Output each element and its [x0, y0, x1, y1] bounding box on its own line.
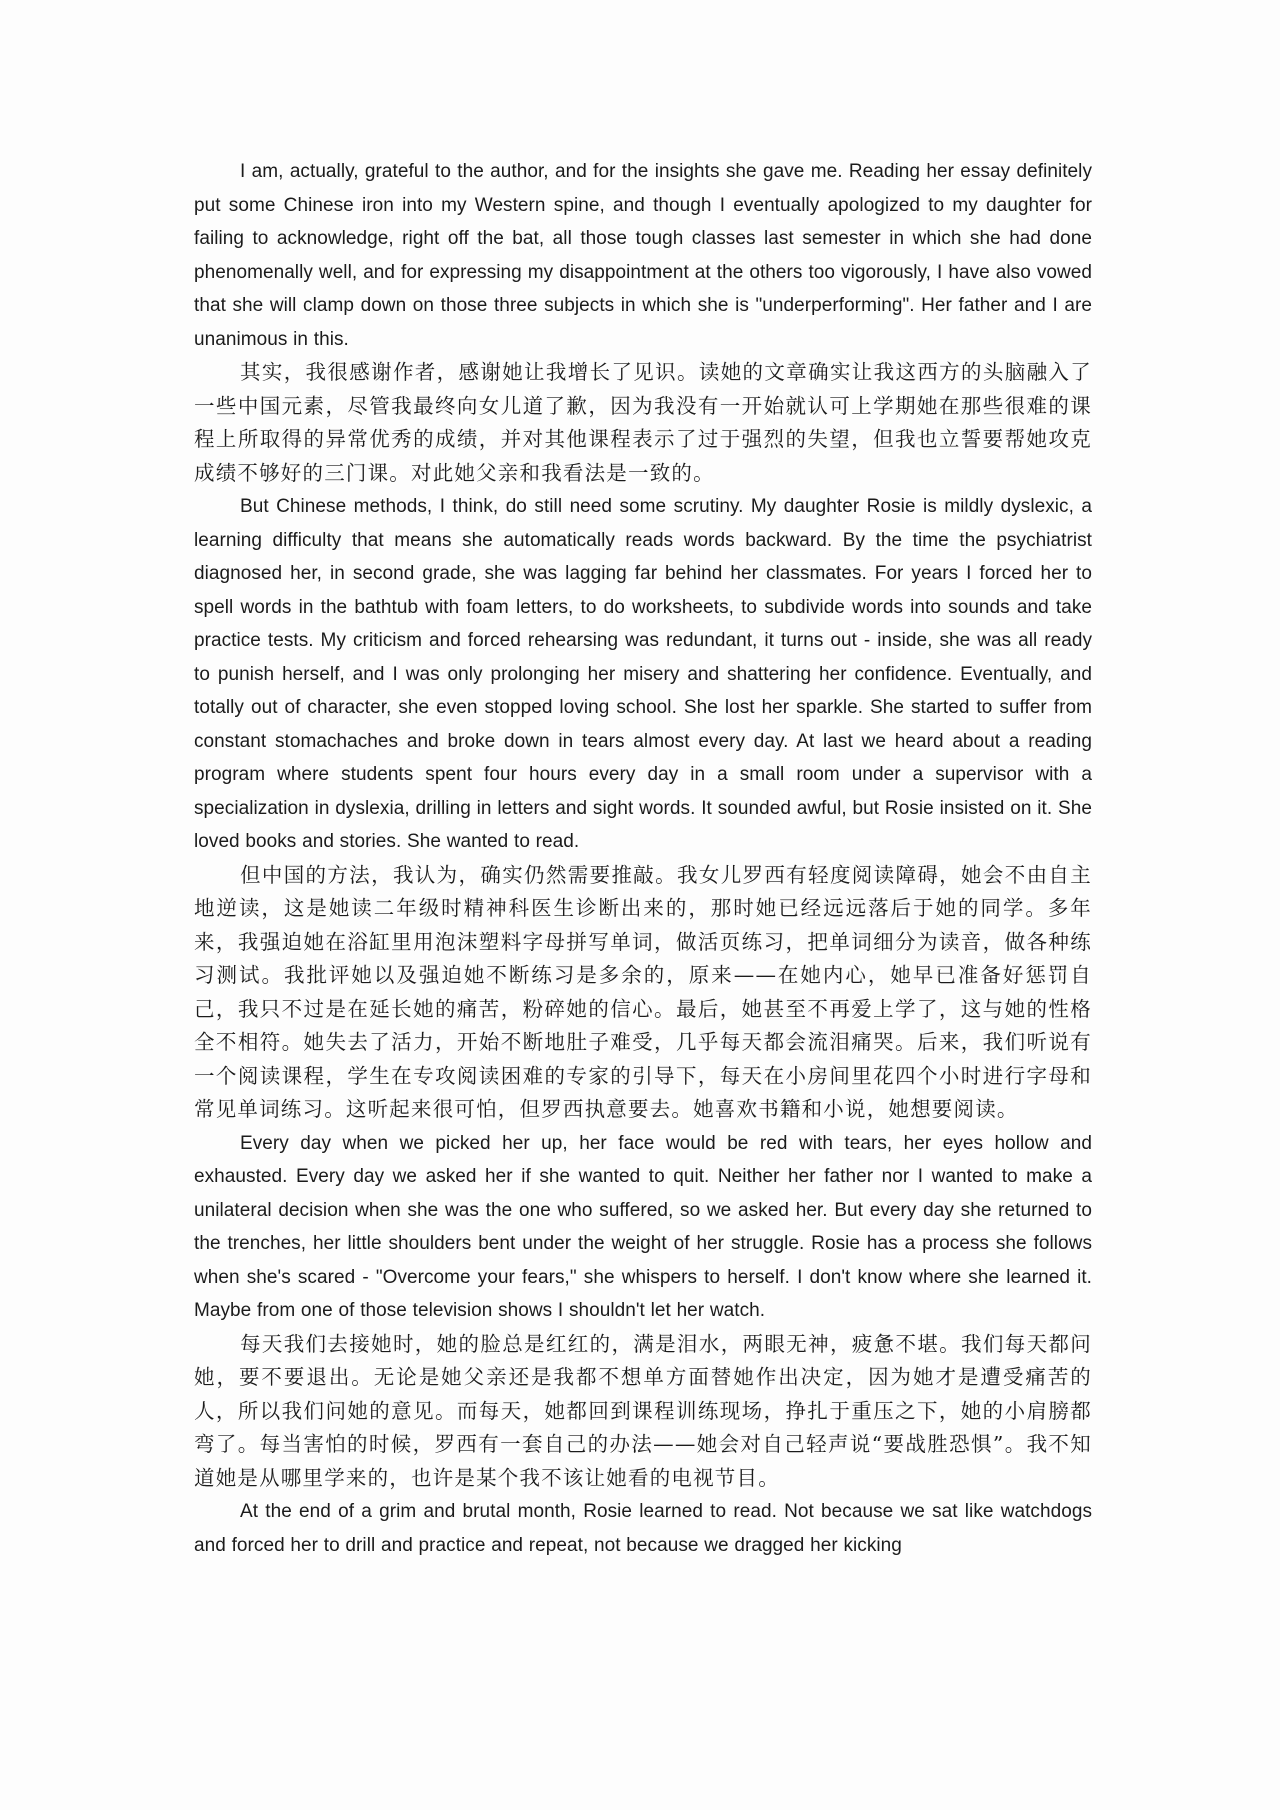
- paragraph-english-1: I am, actually, grateful to the author, and for the insights she gave me. Reading her essay definitely put some Chinese iron into my Western spine, and though I eventually apologized to my daughter for failing to acknowledge, right off the bat, all those tough classes last semester in which she had done phenomenally well, and for expressing my disappointment at the others too vigorously, I have also vowed that she will clamp down on those three subjects in which she is "underperforming". Her father and I are unanimous in this.: [194, 161, 1092, 350]
- paragraph-chinese-3: 每天我们去接她时，她的脸总是红红的，满是泪水，两眼无神，疲惫不堪。我们每天都问她，要不要退出。无论是她父亲还是我都不想单方面替她作出决定，因为她才是遭受痛苦的人，所以我们问她的意见。而每天，她都回到课程训练现场，挣扎于重压之下，她的小肩膀都弯了。每当害怕的时候，罗西有一套自己的办法——她会对自己轻声说“要战胜恐惧”。我不知道她是从哪里学来的，也许是某个我不该让她看的电视节目。: [194, 1331, 1092, 1490]
- paragraph-chinese-1: 其实，我很感谢作者，感谢她让我增长了见识。读她的文章确实让我这西方的头脑融入了一些中国元素，尽管我最终向女儿道了歉，因为我没有一开始就认可上学期她在那些很难的课程上所取得的异常优秀的成绩，并对其他课程表示了过于强烈的失望，但我也立誓要帮她攻克成绩不够好的三门课。对此她父亲和我看法是一致的。: [194, 360, 1092, 485]
- paragraph-english-4: At the end of a grim and brutal month, Rosie learned to read. Not because we sat like watchdogs and forced her to drill and practice and repeat, not because we dragged her kicking: [194, 1501, 1092, 1556]
- paragraph-english-3: Every day when we picked her up, her face would be red with tears, her eyes hollow and exhausted. Every day we asked her if she wanted to quit. Neither her father nor I wanted to make a unilateral decision when she was the one who suffered, so we asked her. But every day she returned to the trenches, her little shoulders bent under the weight of her struggle. Rosie has a process she follows when she's scared - "Overcome your fears," she whispers to herself. I don't know where she learned it. Maybe from one of those television shows I shouldn't let her watch.: [194, 1132, 1092, 1321]
- body-text-column: [194, 155, 1092, 1562]
- paragraph-english-2: But Chinese methods, I think, do still need some scrutiny. My daughter Rosie is mildly dyslexic, a learning difficulty that means she automatically reads words backward. By the time the psychiatrist diagnosed her, in second grade, she was lagging far behind her classmates. For years I forced her to spell words in the bathtub with foam letters, to do worksheets, to subdivide words into sounds and take practice tests. My criticism and forced rehearsing was redundant, it turns out - inside, she was all ready to punish herself, and I was only prolonging her misery and shattering her confidence. Eventually, and totally out of character, she even stopped loving school. She lost her sparkle. She started to suffer from constant stomachaches and broke down in tears almost every day. At last we heard about a reading program where students spent four hours every day in a small room under a supervisor with a specialization in dyslexia, drilling in letters and sight words. It sounded awful, but Rosie insisted on it. She loved books and stories. She wanted to read.: [194, 496, 1092, 852]
- paragraph-chinese-2: 但中国的方法，我认为，确实仍然需要推敲。我女儿罗西有轻度阅读障碍，她会不由自主地逆读，这是她读二年级时精神科医生诊断出来的，那时她已经远远落后于她的同学。多年来，我强迫她在浴缸里用泡沫塑料字母拼写单词，做活页练习，把单词细分为读音，做各种练习测试。我批评她以及强迫她不断练习是多余的，原来——在她内心，她早已准备好惩罚自己，我只不过是在延长她的痛苦，粉碎她的信心。最后，她甚至不再爱上学了，这与她的性格全不相符。她失去了活力，开始不断地肚子难受，几乎每天都会流泪痛哭。后来，我们听说有一个阅读课程，学生在专攻阅读困难的专家的引导下，每天在小房间里花四个小时进行字母和常见单词练习。这听起来很可怕，但罗西执意要去。她喜欢书籍和小说，她想要阅读。: [194, 862, 1092, 1121]
